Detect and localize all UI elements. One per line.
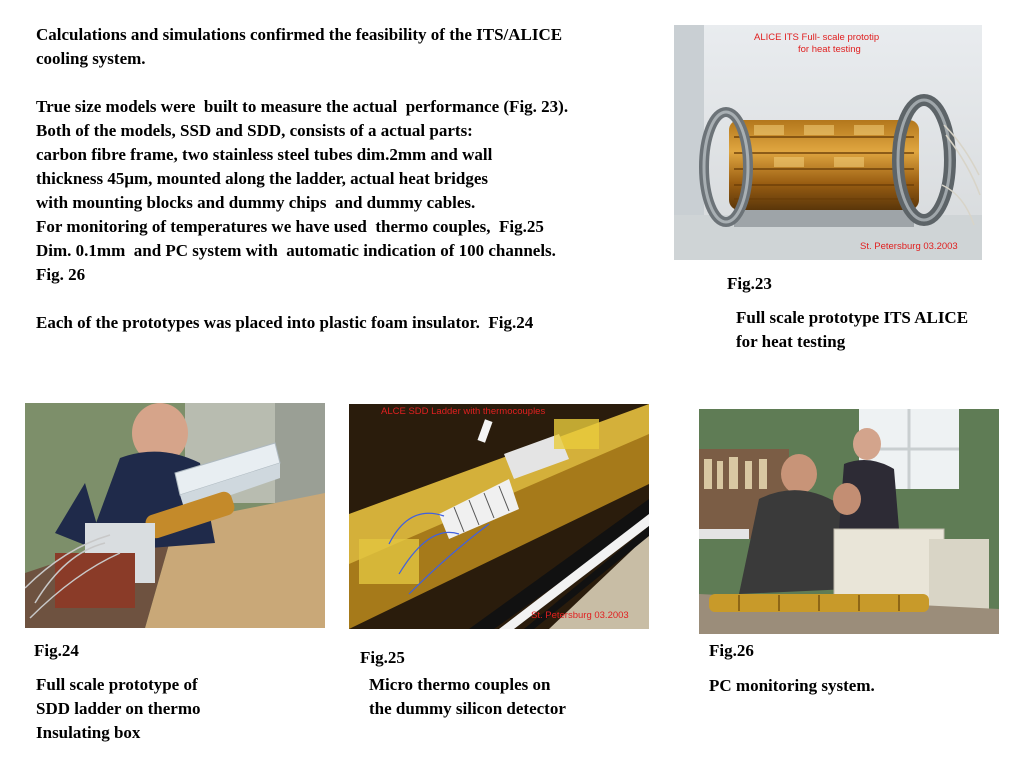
fig24-caption-line: SDD ladder on thermo — [36, 699, 201, 718]
intro-line: with mounting blocks and dummy chips and dummy cables. — [36, 193, 476, 212]
intro-line: True size models were built to measure the actual performance (Fig. 23). — [36, 97, 569, 116]
fig23-photo-title: ALICE ITS Full- scale prototip — [754, 32, 880, 43]
intro-line: Both of the models, SSD and SDD, consists of a actual parts: — [36, 121, 473, 140]
fig26-photo — [699, 409, 999, 634]
fig25-photo-title: ALCE SDD Ladder with thermocouples — [381, 406, 546, 417]
intro-line: Dim. 0.1mm and PC system with automatic indication of 100 channels. — [36, 241, 556, 260]
fig23-photo-stamp: St. Petersburg 03.2003 — [860, 241, 958, 252]
fig25-caption-line: the dummy silicon detector — [369, 699, 566, 718]
intro-line: cooling system. — [36, 49, 146, 68]
fig23-label: Fig.23 — [727, 274, 772, 293]
fig23-caption-line: for heat testing — [736, 332, 846, 351]
fig25-photo — [349, 404, 649, 629]
intro-line: Calculations and simulations confirmed the feasibility of the ITS/ALICE — [36, 25, 563, 44]
fig23-photo-subtitle: for heat testing — [798, 44, 861, 55]
fig24-photo — [25, 403, 325, 628]
fig24-caption-line: Full scale prototype of — [36, 675, 198, 694]
fig23-caption-line: Full scale prototype ITS ALICE — [736, 308, 969, 327]
fig23-photo — [674, 25, 982, 260]
fig25-photo-stamp: St. Petersburg 03.2003 — [531, 610, 629, 621]
fig26-caption-line: PC monitoring system. — [709, 676, 875, 695]
intro-line: carbon fibre frame, two stainless steel tubes dim.2mm and wall — [36, 145, 493, 164]
fig25-caption-line: Micro thermo couples on — [369, 675, 551, 694]
intro-line: For monitoring of temperatures we have used thermo couples, Fig.25 — [36, 217, 544, 236]
fig24-label: Fig.24 — [34, 641, 79, 660]
fig25-label: Fig.25 — [360, 648, 405, 667]
fig26-label: Fig.26 — [709, 641, 754, 660]
intro-line: Each of the prototypes was placed into plastic foam insulator. Fig.24 — [36, 313, 534, 332]
fig24-caption-line: Insulating box — [36, 723, 141, 742]
intro-line: Fig. 26 — [36, 265, 86, 284]
intro-line: thickness 45μm, mounted along the ladder, actual heat bridges — [36, 169, 488, 188]
